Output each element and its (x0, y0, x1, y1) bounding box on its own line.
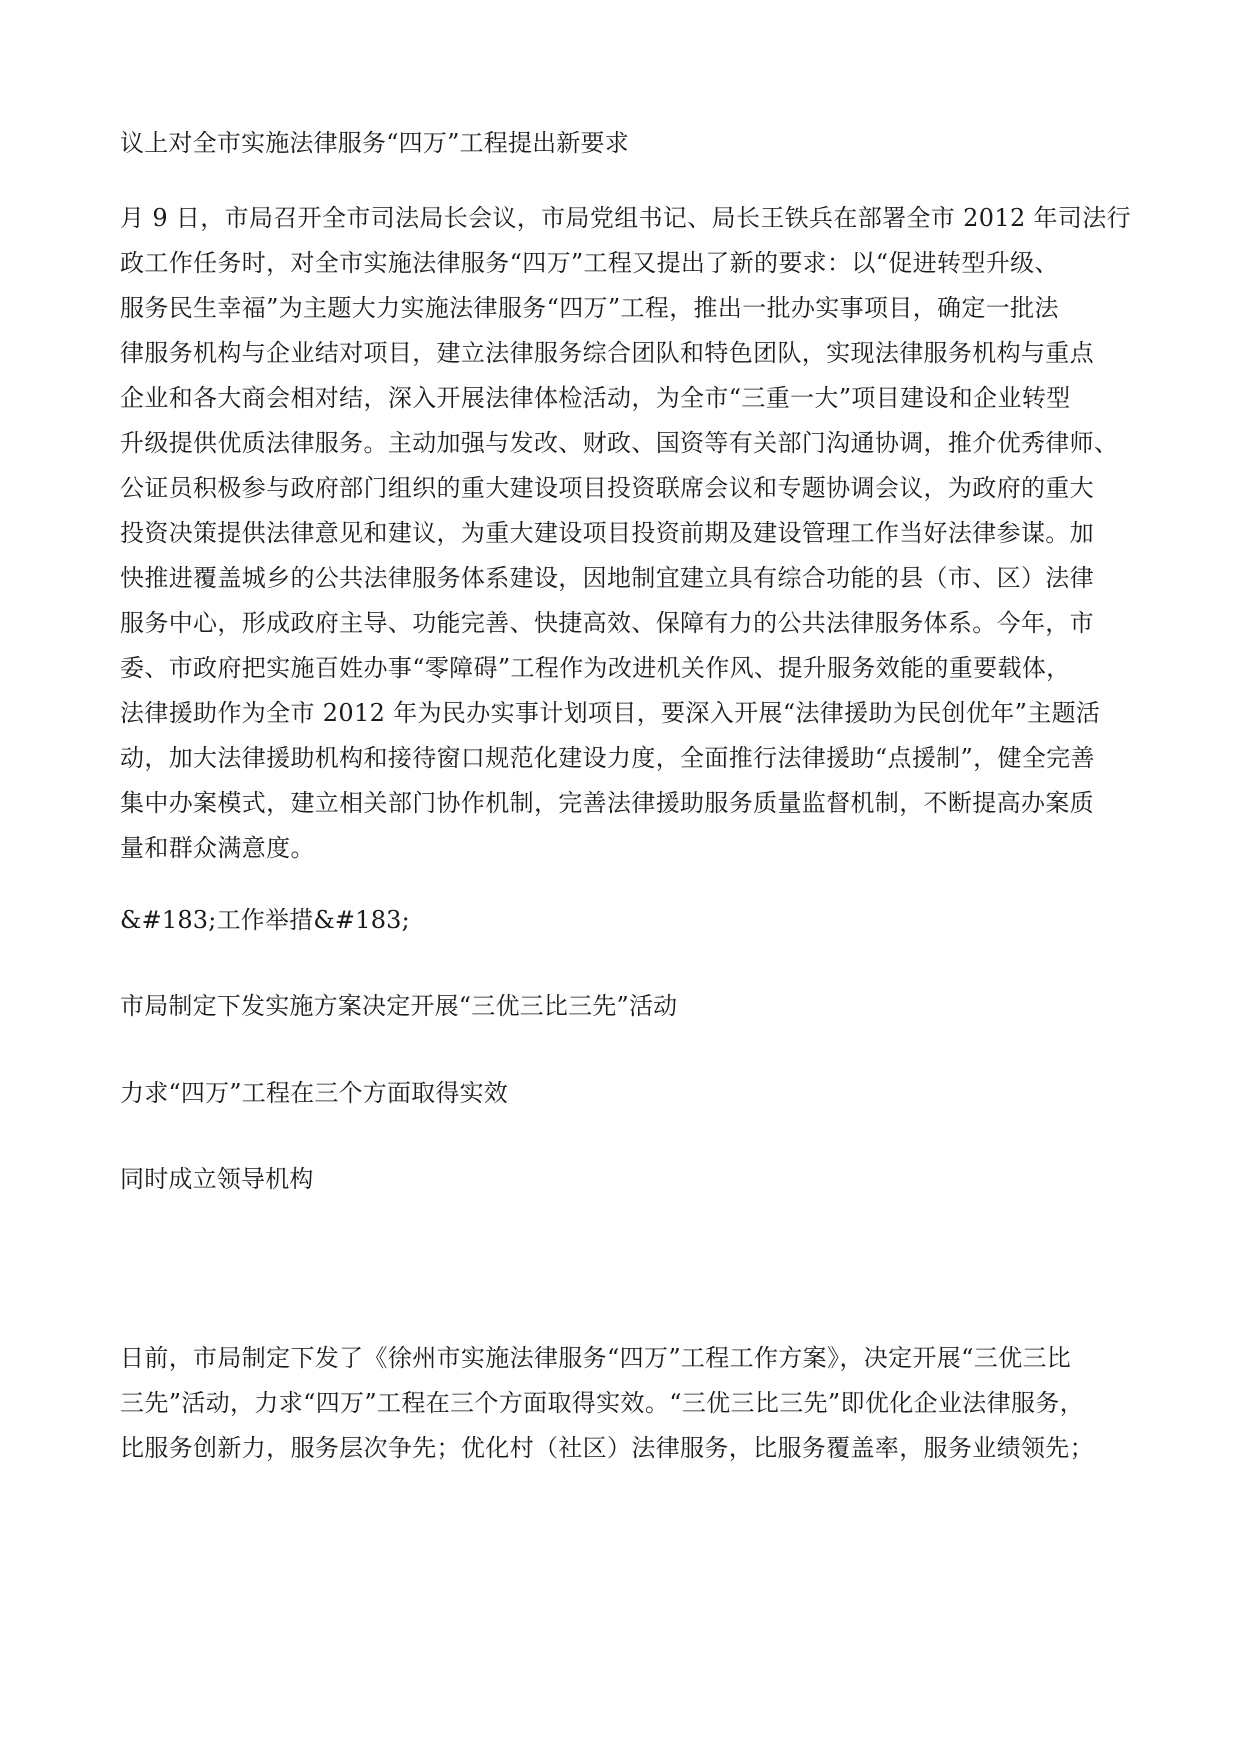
paragraph-line: 动，加大法律援助机构和接待窗口规范化建设力度，全面推行法律援助“点援制”，健全完善 (120, 744, 1095, 772)
subheading-three-aspects: 力求“四万”工程在三个方面取得实效 (120, 1079, 508, 1107)
subheading-leading-body: 同时成立领导机构 (120, 1165, 314, 1193)
paragraph-line: 服务中心，形成政府主导、功能完善、快捷高效、保障有力的公共法律服务体系。今年，市 (120, 609, 1094, 637)
paragraph-line: 快推进覆盖城乡的公共法律服务体系建设，因地制宜建立具有综合功能的县（市、区）法律 (120, 564, 1094, 592)
paragraph-line: 集中办案模式，建立相关部门协作机制，完善法律援助服务质量监督机制，不断提高办案质 (120, 789, 1094, 817)
paragraph-line: 委、市政府把实施百姓办事“零障碍”工程作为改进机关作风、提升服务效能的重要载体， (120, 654, 1071, 682)
paragraph-meeting-requirements (120, 196, 1130, 871)
paragraph-line: 比服务创新力，服务层次争先；优化村（社区）法律服务，比服务覆盖率，服务业绩领先； (120, 1434, 1094, 1462)
section-label-work-measures: &#183;工作举措&#183; (120, 906, 410, 934)
paragraph-line: 政工作任务时，对全市实施法律服务“四万”工程又提出了新的要求：以“促进转型升级、 (120, 249, 1059, 277)
paragraph-line: 量和群众满意度。 (120, 834, 315, 862)
paragraph-line: 法律援助作为全市 2012 年为民办实事计划项目，要深入开展“法律援助为民创优年”主题活 (120, 699, 1101, 727)
paragraph-line: 服务民生幸福”为主题大力实施法律服务“四万”工程，推出一批办实事项目，确定一批法 (120, 294, 1059, 322)
paragraph-line: 公证员积极参与政府部门组织的重大建设项目投资联席会议和专题协调会议，为政府的重大 (120, 474, 1094, 502)
paragraph-line: 升级提供优质法律服务。主动加强与发改、财政、国资等有关部门沟通协调，推介优秀律师、 (120, 429, 1119, 457)
paragraph-line: 三先”活动，力求“四万”工程在三个方面取得实效。“三优三比三先”即优化企业法律服务， (120, 1389, 1085, 1417)
paragraph-line: 月 9 日，市局召开全市司法局长会议，市局党组书记、局长王铁兵在部署全市 2012 年司法行 (120, 204, 1131, 232)
paragraph-work-plan (120, 1336, 1130, 1471)
paragraph-line: 日前，市局制定下发了《徐州市实施法律服务“四万”工程工作方案》，决定开展“三优三比 (120, 1344, 1072, 1372)
paragraph-line: 律服务机构与企业结对项目，建立法律服务综合团队和特色团队，实现法律服务机构与重点 (120, 339, 1094, 367)
subheading-implementation-plan: 市局制定下发实施方案决定开展“三优三比三先”活动 (120, 992, 678, 1020)
paragraph-line: 投资决策提供法律意见和建议，为重大建设项目投资前期及建设管理工作当好法律参谋。加 (120, 519, 1094, 547)
heading-new-requirements: 议上对全市实施法律服务“四万”工程提出新要求 (120, 129, 629, 157)
paragraph-line: 企业和各大商会相对结，深入开展法律体检活动，为全市“三重一大”项目建设和企业转型 (120, 384, 1071, 412)
